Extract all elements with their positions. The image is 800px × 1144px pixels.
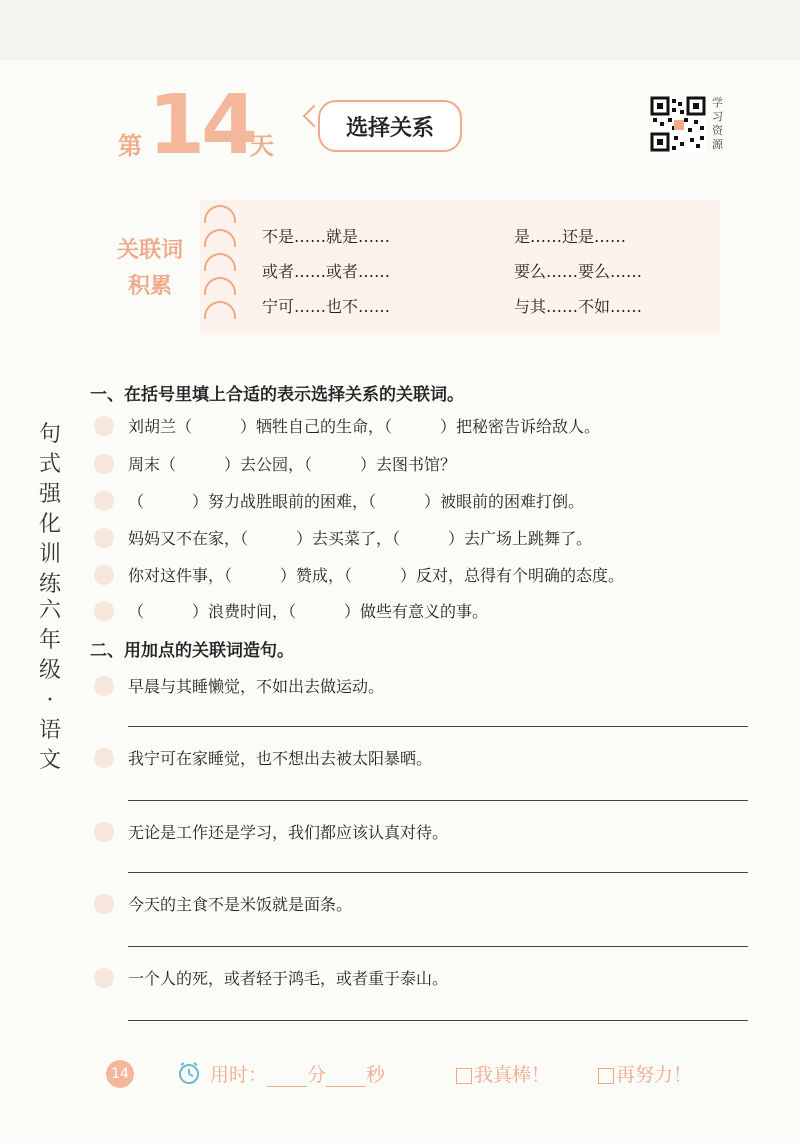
- item-number-marker: [94, 748, 114, 768]
- answer-line[interactable]: [128, 726, 748, 727]
- section2-title: 二、用加点的关联词造句。: [90, 641, 294, 661]
- alarm-clock-icon: [176, 1060, 202, 1086]
- side-title-series: 句 式 强 化 训 练: [38, 422, 61, 597]
- answer-line[interactable]: [128, 800, 748, 801]
- qr-label: 学 习 资 源: [712, 96, 723, 151]
- ring-icon: [204, 253, 236, 271]
- qr-code-icon[interactable]: [650, 96, 706, 152]
- side-title-grade: 六 年 级 · 语 文: [38, 598, 61, 773]
- fill-blank-item[interactable]: 妈妈又不在家，（ ）去买菜了，（ ）去广场上跳舞了。: [128, 529, 593, 548]
- answer-line[interactable]: [128, 1020, 748, 1021]
- fill-blank-item[interactable]: （ ）浪费时间，（ ）做些有意义的事。: [128, 602, 489, 621]
- minutes-blank[interactable]: [267, 1068, 307, 1087]
- item-number-marker: [94, 454, 114, 474]
- word-pair: 是……还是……: [514, 227, 627, 246]
- day-prefix: 第: [118, 131, 142, 160]
- sentence-prompt: 我宁可在家睡觉，也不想出去被太阳暴晒。: [128, 749, 433, 768]
- word-box-title: 关联词 积累: [116, 237, 183, 299]
- answer-line[interactable]: [128, 872, 748, 873]
- sentence-prompt: 一个人的死，或者轻于鸿毛，或者重于泰山。: [128, 969, 449, 988]
- topic-bubble: [318, 100, 462, 152]
- day-number: 14: [148, 78, 255, 173]
- ring-icon: [204, 205, 236, 223]
- sentence-prompt: 无论是工作还是学习，我们都应该认真对待。: [128, 823, 449, 842]
- item-number-marker: [94, 894, 114, 914]
- ring-icon: [204, 301, 236, 319]
- fill-blank-item[interactable]: 周末（ ）去公园，（ ）去图书馆？: [128, 455, 457, 474]
- binder-rings: [204, 205, 240, 325]
- seconds-blank[interactable]: [326, 1068, 366, 1087]
- option-try-harder[interactable]: 再努力！: [598, 1060, 692, 1087]
- answer-line[interactable]: [128, 946, 748, 947]
- item-number-marker: [94, 601, 114, 621]
- item-number-marker: [94, 528, 114, 548]
- word-pair: 或者……或者……: [262, 262, 391, 281]
- ring-icon: [204, 229, 236, 247]
- word-pair: 与其……不如……: [514, 297, 643, 316]
- option-great[interactable]: 我真棒！: [456, 1060, 550, 1087]
- fill-blank-item[interactable]: 你对这件事，（ ）赞成，（ ）反对，总得有个明确的态度。: [128, 566, 625, 585]
- item-number-marker: [94, 416, 114, 436]
- day-suffix: 天: [250, 131, 274, 160]
- ring-icon: [204, 277, 236, 295]
- topic-title: 选择关系: [345, 114, 434, 141]
- fill-blank-item[interactable]: （ ）努力战胜眼前的困难，（ ）被眼前的困难打倒。: [128, 492, 585, 511]
- sentence-prompt: 早晨与其睡懒觉，不如出去做运动。: [128, 677, 385, 696]
- checkbox[interactable]: [456, 1068, 472, 1084]
- item-number-marker: [94, 968, 114, 988]
- sentence-prompt: 今天的主食不是米饭就是面条。: [128, 895, 353, 914]
- top-band: [0, 0, 800, 60]
- word-pair: 不是……就是……: [262, 227, 391, 246]
- item-number-marker: [94, 676, 114, 696]
- section1-title: 一、在括号里填上合适的表示选择关系的关联词。: [90, 385, 464, 405]
- time-used: 用时： 分 秒: [210, 1064, 386, 1086]
- fill-blank-item[interactable]: 刘胡兰（ ）牺牲自己的生命，（ ）把秘密告诉给敌人。: [128, 417, 601, 436]
- item-number-marker: [94, 822, 114, 842]
- checkbox[interactable]: [598, 1068, 614, 1084]
- item-number-marker: [94, 565, 114, 585]
- word-pair: 要么……要么……: [514, 262, 643, 281]
- page-number: 14: [106, 1060, 134, 1088]
- word-pair: 宁可……也不……: [262, 297, 391, 316]
- item-number-marker: [94, 491, 114, 511]
